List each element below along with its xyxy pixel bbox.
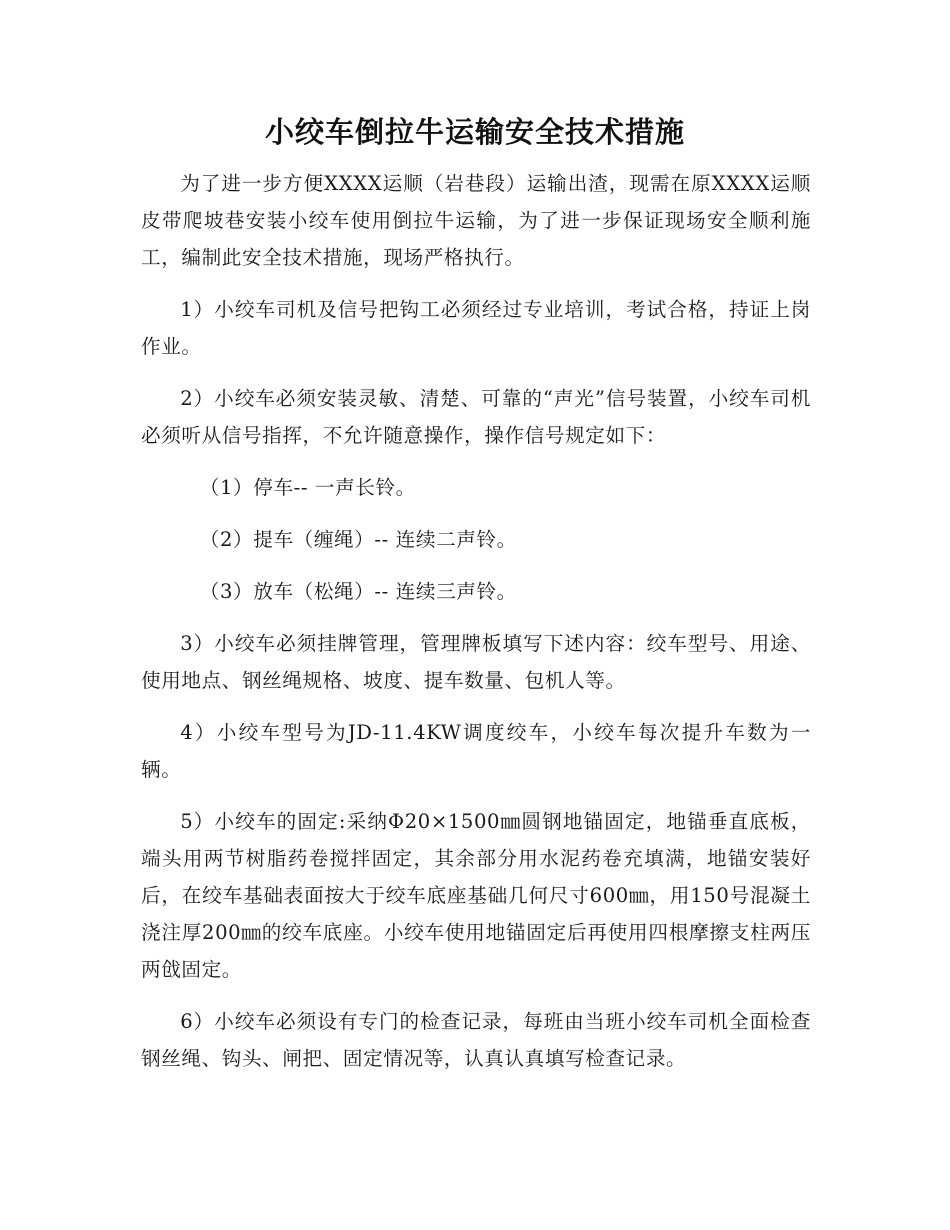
item-2-paragraph: 2）小绞车必须安装灵敏、清楚、可靠的“声光”信号装置，小绞车司机必须听从信号指挥，不允许随意操作，操作信号规定如下：	[141, 387, 811, 447]
signal-stop-line: （1）停车-- 一声长铃。	[199, 476, 416, 499]
signal-lift-line: （2）提车（缠绳）-- 连续二声铃。	[199, 528, 517, 551]
item-6-paragraph: 6）小绞车必须设有专门的检查记录，每班由当班小绞车司机全面检查钢丝绳、钩头、闸把、固定情况等，认真认真填写检查记录。	[141, 1010, 811, 1070]
item-4-paragraph: 4）小绞车型号为JD-11.4KW调度绞车，小绞车每次提升车数为一辆。	[141, 721, 811, 781]
document-body	[141, 165, 811, 1077]
item-5-paragraph: 5）小绞车的固定:采纳Φ20×1500㎜圆钢地锚固定，地锚垂直底板，端头用两节树脂药卷搅拌固定，其余部分用水泥药卷充填满，地锚安装好后，在绞车基础表面按大于绞车底座基础几何尺寸600㎜，用150号混凝土浇注厚200㎜的绞车底座。小绞车使用地锚固定后再使用四根摩擦支柱两压两戗固定。	[141, 810, 811, 981]
signal-lower-line: （3）放车（松绳）-- 连续三声铃。	[199, 580, 517, 603]
item-3-paragraph: 3）小绞车必须挂牌管理，管理牌板填写下述内容：绞车型号、用途、使用地点、钢丝绳规格、坡度、提车数量、包机人等。	[141, 632, 811, 692]
item-1-paragraph: 1）小绞车司机及信号把钩工必须经过专业培训，考试合格，持证上岗作业。	[141, 298, 811, 358]
document-title: 小绞车倒拉牛运输安全技术措施	[264, 115, 685, 149]
intro-paragraph: 为了进一步方便XXXX运顺（岩巷段）运输出渣，现需在原XXXX运顺皮带爬坡巷安装小绞车使用倒拉牛运输，为了进一步保证现场安全顺利施工，编制此安全技术措施，现场严格执行。	[141, 172, 811, 269]
